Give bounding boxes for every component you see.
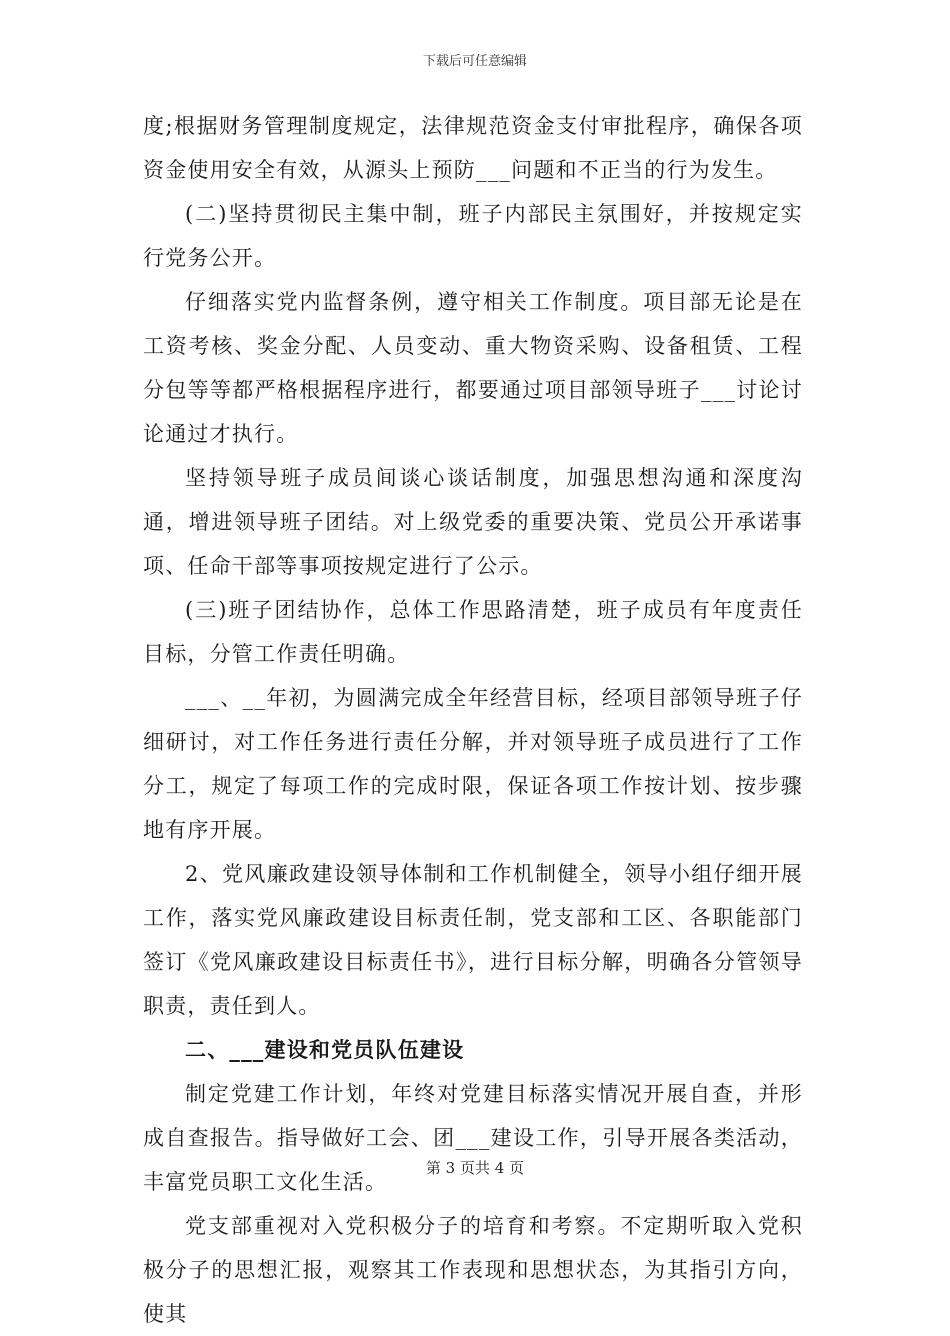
section-heading: 二、___建设和党员队伍建设 — [185, 1038, 465, 1062]
paragraph-activists: 党支部重视对入党积极分子的培育和考察。不定期听取入党积极分子的思想汇报，观察其工作表现和思想状态，为其指引方向，使其 — [143, 1214, 803, 1326]
page-footer: 第 3 页共 4 页 — [425, 1159, 525, 1177]
paragraph-supervision: 仔细落实党内监督条例，遵守相关工作制度。项目部无论是在工资考核、奖金分配、人员变动、重大物资采购、设备租赁、工程分包等等都严格根据程序进行，都要通过项目部领导班子___讨论讨论通过才执行。 — [143, 290, 803, 446]
paragraph-integrity: 2、党风廉政建设领导体制和工作机制健全，领导小组仔细开展工作，落实党风廉政建设目标责任制，党支部和工区、各职能部门签订《党风廉政建设目标责任书》，进行目标分解，明确各分管领导职责，责任到人。 — [143, 862, 803, 1018]
paragraph-teamwork: (三)班子团结协作，总体工作思路清楚，班子成员有年度责任目标，分管工作责任明确。 — [143, 598, 803, 666]
document-body — [143, 104, 803, 1336]
paragraph-democratic-centralism: (二)坚持贯彻民主集中制，班子内部民主氛围好，并按规定实行党务公开。 — [143, 202, 803, 270]
paragraph-annual-goals: ___、__年初，为圆满完成全年经营目标，经项目部领导班子仔细研讨，对工作任务进行责任分解，并对领导班子成员进行了工作分工，规定了每项工作的完成时限，保证各项工作按计划、按步骤地有序开展。 — [143, 686, 803, 842]
paragraph-party-plan: 制定党建工作计划，年终对党建目标落实情况开展自查，并形成自查报告。指导做好工会、团___建设工作，引导开展各类活动，丰富党员职工文化生活。 — [143, 1082, 803, 1194]
paragraph-talks: 坚持领导班子成员间谈心谈话制度，加强思想沟通和深度沟通，增进领导班子团结。对上级党委的重要决策、党员公开承诺事项、任命干部等事项按规定进行了公示。 — [143, 466, 803, 578]
paragraph-continuation: 度;根据财务管理制度规定，法律规范资金支付审批程序，确保各项资金使用安全有效，从源头上预防___问题和不正当的行为发生。 — [143, 114, 803, 182]
page-header: 下载后可任意编辑 — [422, 54, 527, 69]
